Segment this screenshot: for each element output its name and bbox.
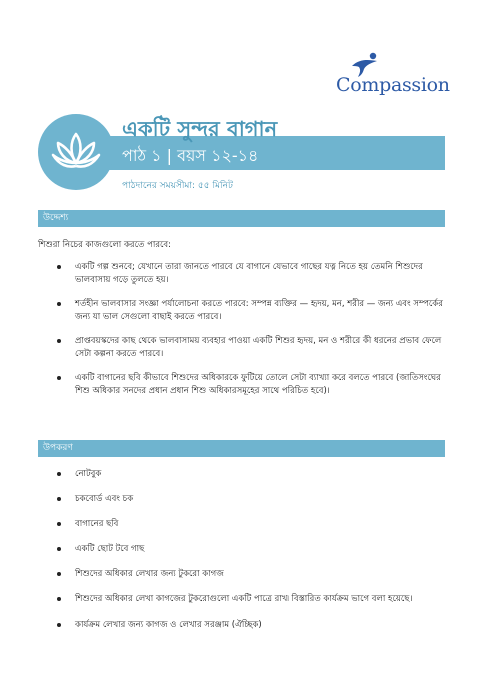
list-item: একটি গল্প শুনবে; যেখানে তারা জানতে পারবে যে বাগানে যেভাবে গাছের যত্ন নিতে হয় তেমনি শিশুদের ভালবাসায় গড়ে তুলতে হয়। (38, 261, 443, 286)
bullet-icon (57, 265, 61, 269)
list-item: কার্যক্রম লেখার জন্য কাগজ ও লেখার সরঞ্জাম (ঐচ্ছিক) (38, 619, 443, 632)
list-item: বাগানের ছবি (38, 518, 443, 531)
objectives-heading: উদ্দেশ্য (38, 210, 445, 227)
compassion-logo (336, 52, 450, 100)
lotus-icon (51, 130, 101, 174)
list-item: শিশুদের অধিকার লেখার জন্য টুকরো কাগজ (38, 568, 443, 581)
materials-heading: উপকরণ (38, 440, 445, 457)
materials-list (38, 468, 443, 644)
bullet-icon (57, 623, 61, 627)
bullet-icon (57, 547, 61, 551)
bullet-icon (57, 572, 61, 576)
list-item: শর্তহীন ভালবাসার সংজ্ঞা পর্যালোচনা করতে পারবে: সম্পন্ন ব্যক্তির — হৃদয়, মন, শরীর — জন্য এবং সম্পর্কের জন্য যা ভাল সেগুলো বাছাই করতে পারবে। (38, 298, 443, 323)
lesson-duration: পাঠদানের সময়সীমা: ৫৫ মিনিট (122, 181, 233, 191)
list-item: চকবোর্ড এবং চক (38, 493, 443, 506)
list-item: প্রাপ্তবয়স্কদের কাছ থেকে ভালবাসাময় ব্যবহার পাওয়া একটি শিশুর হৃদয়, মন ও শরীরে কী ধরনের প্রভাব ফেলে সেটা কল্পনা করতে পারবে। (38, 335, 443, 360)
list-item: একটি ছোট টবে গাছ (38, 543, 443, 556)
objectives-list (38, 261, 443, 409)
bullet-icon (57, 302, 61, 306)
lesson-age-subtitle: পাঠ ১ | বয়স ১২-১৪ (122, 146, 259, 165)
list-item: শিশুদের অধিকার লেখা কাগজের টুকরোগুলো একটি পাত্রে রাখ৷ বিস্তারিত কার্যক্রম ভাগে বলা হয়েছে। (38, 593, 443, 606)
lotus-badge (38, 114, 114, 190)
bullet-icon (57, 472, 61, 476)
bullet-icon (57, 522, 61, 526)
list-item: নোটবুক (38, 468, 443, 481)
objectives-intro: শিশুরা নিচের কাজগুলো করতে পারবে: (38, 240, 172, 250)
list-item: একটি বাগানের ছবি কীভাবে শিশুদের অধিকারকে ফুটিয়ে তোলে সেটা ব্যাখ্যা করে বলতে পারবে (জাতিসংঘের শিশু অধিকার সনদের প্রধান প্রধান শিশু অধিকারসমূহের সাথে পরিচিত হবে)। (38, 372, 443, 397)
bullet-icon (57, 497, 61, 501)
compassion-wordmark: Compassion (336, 74, 450, 96)
page-title: একটি সুন্দর বাগান (122, 117, 278, 141)
bullet-icon (57, 339, 61, 343)
bullet-icon (57, 376, 61, 380)
bullet-icon (57, 597, 61, 601)
